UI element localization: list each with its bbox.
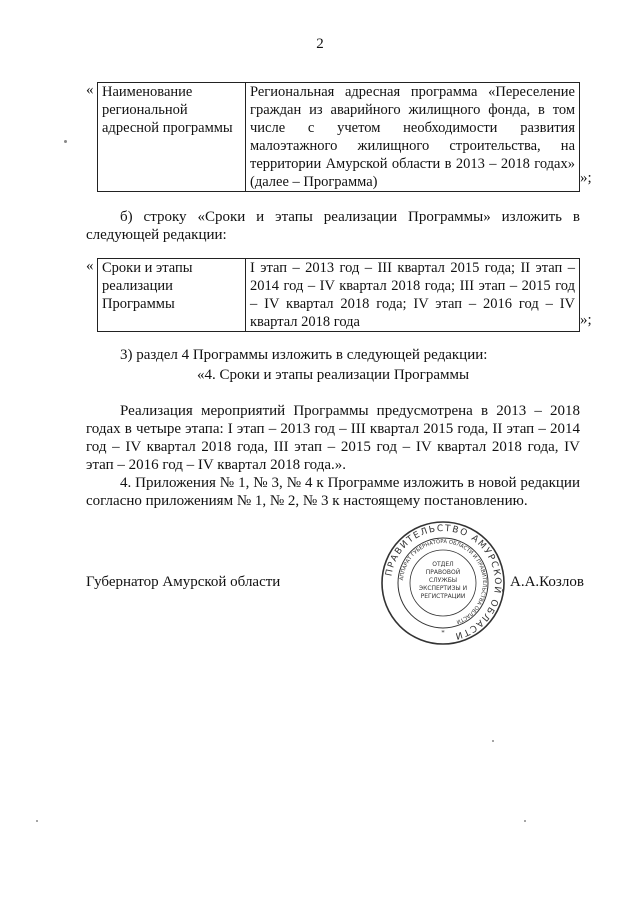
svg-text:*: *: [441, 629, 445, 637]
opening-quote: «: [86, 82, 94, 98]
svg-text:АППАРАТ ГУБЕРНАТОРА ОБЛАСТИ И: АППАРАТ ГУБЕРНАТОРА ОБЛАСТИ И ПРАВИТЕЛЬСТВА ОБЛАСТИ: [399, 538, 488, 625]
closing-quote: »;: [580, 170, 592, 186]
svg-text:СЛУЖБЫ: СЛУЖБЫ: [428, 577, 458, 584]
page-number: 2: [316, 36, 324, 52]
svg-text:ПРАВОВОЙ: ПРАВОВОЙ: [425, 569, 461, 576]
scan-speck: [492, 740, 494, 742]
stages-table: [97, 258, 580, 332]
paragraph-b: б) строку «Сроки и этапы реализации Программы» изложить в следующей редакции:: [86, 209, 580, 243]
item-4: 4. Приложения № 1, № 3, № 4 к Программе изложить в новой редакции согласно приложениям № 1, № 2, № 3 к настоящему постановлению.: [86, 475, 580, 509]
svg-text:ЭКСПЕРТИЗЫ И: ЭКСПЕРТИЗЫ И: [418, 585, 468, 592]
scan-speck: [524, 820, 526, 822]
svg-text:ОТДЕЛ: ОТДЕЛ: [432, 561, 454, 568]
stages-label: Сроки и этапы реализации Программы: [98, 259, 246, 332]
svg-text:РЕГИСТРАЦИИ: РЕГИСТРАЦИИ: [420, 593, 466, 600]
program-name-value: Региональная адресная программа «Переселение граждан из аварийного жилищного фонда, в том числе с учетом необходимости развития малоэтажного жилищного строительства, на территории Амурской области в 2013 – 2018 годах» (далее – Программа): [246, 83, 580, 192]
closing-quote: »;: [580, 312, 592, 328]
stages-value: I этап – 2013 год – III квартал 2015 года; II этап – 2014 год – IV квартал 2018 года; III этап – 2015 год – IV квартал 2018 года; IV этап – 2016 год – IV квартал 2018 года: [246, 259, 580, 332]
program-name-table: [97, 82, 580, 192]
scan-speck: [36, 820, 38, 822]
scan-speck: [64, 140, 67, 143]
realization-paragraph: Реализация мероприятий Программы предусмотрена в 2013 – 2018 годах в четыре этапа: I этап – 2013 год – III квартал 2015 года, II этап – 2014 год – IV квартал 2018 года, III этап – 2015 год – IV квартал 2018 года, IV этап – 2016 год – IV квартал 2018 года.».: [86, 403, 580, 473]
program-name-label: Наименование региональной адресной программы: [98, 83, 246, 192]
svg-text:ПРАВИТЕЛЬСТВО АМУРСКОЙ ОБЛАСТИ: ПРАВИТЕЛЬСТВО АМУРСКОЙ ОБЛАСТИ: [384, 523, 503, 641]
official-seal-stamp: [380, 520, 506, 646]
signer-name: А.А.Козлов: [510, 574, 584, 590]
signer-position: Губернатор Амурской области: [86, 574, 281, 590]
section-heading: «4. Сроки и этапы реализации Программы: [196, 367, 470, 383]
opening-quote: «: [86, 258, 94, 274]
item-3: 3) раздел 4 Программы изложить в следующей редакции:: [120, 347, 488, 363]
